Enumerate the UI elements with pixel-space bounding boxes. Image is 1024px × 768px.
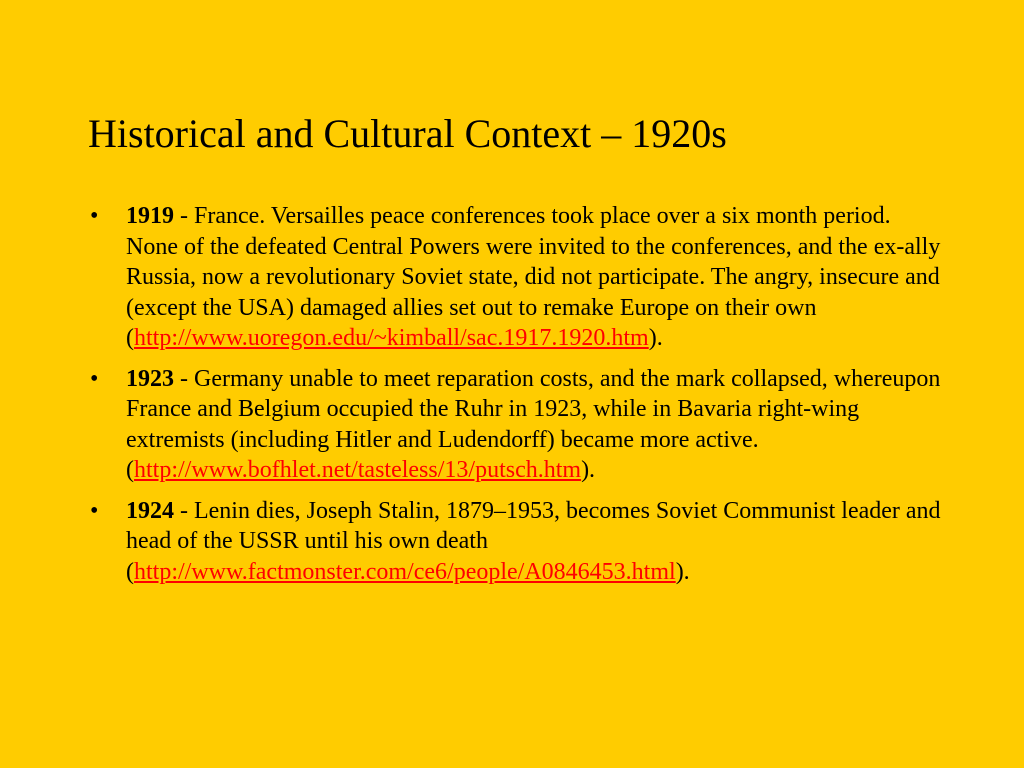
bullet-item-1924 bbox=[88, 496, 944, 588]
source-link-putsch[interactable]: http://www.bofhlet.net/tasteless/13/putsch.htm bbox=[134, 457, 582, 483]
bullet-tail: ). bbox=[675, 558, 690, 585]
bullet-year: 1919 bbox=[126, 203, 174, 229]
bullet-item-1923 bbox=[88, 364, 944, 486]
bullet-icon: • bbox=[90, 365, 99, 392]
bullet-text: - Lenin dies, Joseph Stalin, 1879–1953, becomes Soviet Communist leader and head of the USSR until his own death ( bbox=[126, 497, 941, 585]
bullet-year: 1924 bbox=[126, 497, 174, 524]
bullet-icon: • bbox=[90, 203, 99, 229]
bullet-icon: • bbox=[90, 497, 99, 524]
bullet-item-1919 bbox=[88, 201, 944, 354]
source-link-factmonster[interactable]: http://www.factmonster.com/ce6/people/A0846453.html bbox=[134, 558, 676, 585]
bullet-text: - France. Versailles peace conferences took place over a six month period. None of the defeated Central Powers were invited to the conferences, and the ex-ally Russia, now a revolutionary Soviet state, did not participate. The angry, insecure and (except the USA) damaged allies set out to remake Europe on their own ( bbox=[126, 203, 941, 351]
bullet-tail: ). bbox=[648, 325, 663, 351]
slide-title: Historical and Cultural Context – 1920s bbox=[88, 111, 727, 156]
bullet-tail: ). bbox=[581, 457, 596, 483]
source-link-kimball[interactable]: http://www.uoregon.edu/~kimball/sac.1917.1920.htm bbox=[134, 325, 649, 351]
bullet-list bbox=[88, 201, 944, 597]
bullet-text: - Germany unable to meet reparation costs, and the mark collapsed, whereupon France and Belgium occupied the Ruhr in 1923, while in Bavaria right-wing extremists (including Hitler and Ludendorff) became more active. ( bbox=[126, 365, 941, 483]
bullet-year: 1923 bbox=[126, 365, 174, 392]
